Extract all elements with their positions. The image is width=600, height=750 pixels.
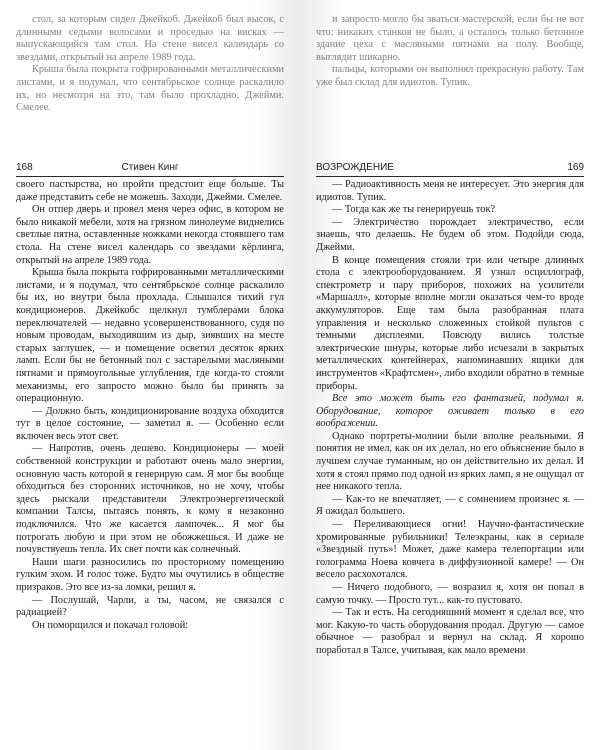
paragraph: своего пастырства, но пройти предстоит еще больше. Ты даже представить себе не можешь. Заходи, Джейми. Смелее. <box>16 179 284 203</box>
right-top-paragraph: и запросто могло бы зваться мастерской, если бы не вот что: никаких станков не было, а осталось только бетонное здание цеха с масляными пятнами на полу. Вообще, выглядит шикарно. <box>316 14 584 63</box>
left-header <box>16 161 284 174</box>
italic-paragraph: Все это может быть его фантазией, подумал я. Оборудование, которое оживает только в его воображении. <box>316 393 584 430</box>
right-header-rule <box>316 176 584 177</box>
paragraph: Он поморщился и покачал головой: <box>32 619 189 631</box>
paragraph: — Электричество порождает электричество, если знаешь, что делаешь. Не будем об этом. Подойди сюда, Джейми. <box>316 216 584 253</box>
left-top-paragraph: Крыша была покрыта гофрированными металлическими листами, и я подумал, что сентябрьское солнце раскалило их, но несмотря на это, там было прохладно. Джейми. Смелее. <box>16 64 284 114</box>
paragraph: — Ничего подобного, — возразил я, хотя он попал в самую точку. — Просто тут... как-то пустовато. <box>316 582 584 606</box>
right-page <box>300 0 600 750</box>
left-top-text <box>16 14 284 115</box>
right-top-paragraph: пальцы, которыми он выполнял прекрасную работу. Там уже был склад для идиотов. Тупик. <box>316 64 584 88</box>
paragraph: — Должно быть, кондиционирование воздуха обходится тут в целое состояние, — заметил я. — Особенно если включен весь этот свет. <box>16 405 284 442</box>
right-body-text <box>316 179 584 658</box>
running-head-author: Стивен Кинг <box>121 162 179 173</box>
paragraph: Он отпер дверь и провел меня через офис, в котором не было никакой мебели, хотя на грязном линолеуме виднелись светлые пятна, оставленные ножками некогда стоявшего там стола. На стене висел календарь со звездами кёрлинга, открытый на апреле 1989 года. <box>16 204 284 266</box>
page-number-right: 169 <box>567 162 584 173</box>
paragraph: — Так и есть. На сегодняшний момент я сделал все, что мог. Какую-то часть оборудования продал. Другую — самое обычное — разобрал и вернул на склад. Я хорошо поработал в Талсе, учитывая, как мало времени <box>316 607 584 656</box>
paragraph: — Переливающиеся огни! Научно-фантастические хромированные рубильники! Телеэкраны, как в сериале «Звездный путь»! Может, даже камера телепортации или голограмма Ноева ковчега в диффузионной камере! — Он весело расхохотался. <box>316 519 584 581</box>
paragraph: — Тогда как же ты генерируешь ток? <box>332 204 496 216</box>
paragraph: Наши шаги разносились по просторному помещению гулким эхом. И голос тоже. Будто мы очутились в обществе призраков. Это все из-за ломки, решил я. <box>16 556 284 593</box>
right-top-text <box>316 14 584 90</box>
paragraph: — Послушай, Чарли, а ты, часом, не связался с радиацией? <box>16 594 284 619</box>
left-header-rule <box>16 176 284 177</box>
right-header <box>316 161 584 174</box>
paragraph: — Напротив, очень дешево. Кондиционеры — моей собственной конструкции и работают очень мало энергии, основную часть которой я генерирую сам. Я мог бы вообще обходиться без сторонних источников, но не хочу, чтобы здесь рыскали представители Электроэнергетической компании Талсы, пытаясь понять, к кому я незаконно подключился. Что же касается лампочек... Я мог бы потрогать любую и при этом не обожжешься. И даже не почувствуешь тепла. Их свет почти как солнечный. <box>16 443 284 556</box>
paragraph: В конце помещения стояли три или четыре длинных стола с электрооборудованием. Я узнал осциллограф, спектрометр и пару приборов, похожих на усилители «Маршалл», которые вполне могли оказаться чем-то вроде аккумуляторов. Еще там была разобранная плата управления и несколько сложенных стойкой пультов с темными дисплеями. Повсюду вились толстые электрические шнуры, которые либо исчезали в закрытых металлических контейнерах, напоминавших ящики для инструментов «Крафтсмен», либо входили обратно в темные приборы. <box>316 254 584 392</box>
paragraph: — Как-то не впечатляет, — с сомнением произнес я. — Я ожидал большего. <box>316 493 584 518</box>
paragraph: Крыша была покрыта гофрированными металлическими листами, и я подумал, что сентябрьское солнце раскалило бы их, но внутри была прохлада. Слышался тихий гул кондиционеров. Джейкобс щелкнул тумблерами блока переключателей — недавно усовершенствованного, судя по новым проводам, выходившим из дыр, зиявших на месте старых заглушек, — и помещение осветил десяток ярких ламп. Если бы не бетонный пол с застарелыми масляными пятнами и прямоугольные углубления, где когда-то стояли механизмы, его запросто можно было бы принять за операционную. <box>16 267 284 405</box>
page-number-left: 168 <box>16 162 33 173</box>
running-head-title: ВОЗРОЖДЕНИЕ <box>316 162 394 173</box>
left-body-text <box>16 179 284 632</box>
paragraph: Однако портреты-молнии были вполне реальными. Я понятия не имел, как он их делал, но его объяснение было в лучшем случае туманным, но он действительно их делал. И хотя я стоял прямо под одной из ярких ламп, я не ощущал от нее никакого тепла. <box>316 430 584 493</box>
left-top-paragraph: стол, за которым сидел Джейкоб. Джейкоб был высок, с длинными седыми волосами и проседью на висках — выпускающийся там стол. На стене висел календарь со звездами, открытый на апреле 1989 года. <box>16 14 284 63</box>
paragraph: — Радиоактивность меня не интересует. Это энергия для идиотов. Тупик. <box>316 179 584 203</box>
